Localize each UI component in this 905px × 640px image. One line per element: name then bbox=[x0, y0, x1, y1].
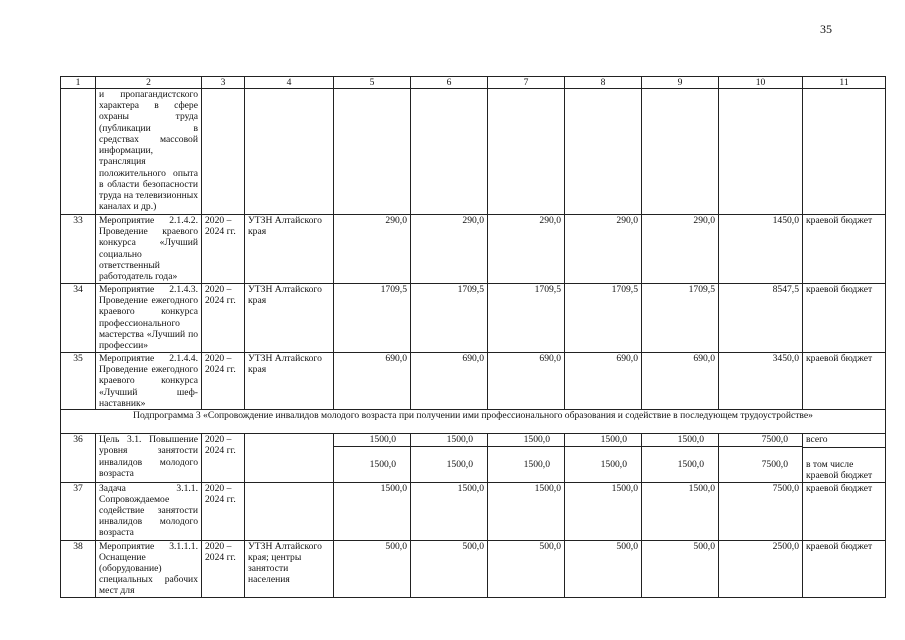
value-cell bbox=[565, 89, 642, 215]
column-number: 7 bbox=[488, 77, 565, 89]
value-cell: 1709,5 bbox=[642, 284, 719, 353]
total-value: 1500,0 bbox=[642, 434, 718, 447]
total-cell: 8547,5 bbox=[719, 284, 803, 353]
column-number: 4 bbox=[245, 77, 334, 89]
value-cell-split bbox=[565, 434, 642, 482]
executor: УТЗН Алтайского края bbox=[245, 284, 334, 353]
value-cell: 290,0 bbox=[334, 215, 411, 284]
total-cell-split bbox=[719, 434, 803, 482]
funding-source: краевой бюджет bbox=[803, 482, 886, 540]
table-row bbox=[61, 215, 886, 284]
period: 2020 – 2024 гг. bbox=[202, 284, 245, 353]
value-cell: 290,0 bbox=[411, 215, 488, 284]
value-cell: 690,0 bbox=[642, 353, 719, 410]
funding-source: краевой бюджет bbox=[803, 540, 886, 597]
row-number: 38 bbox=[61, 540, 96, 597]
row-number bbox=[61, 89, 96, 215]
value-cell: 1500,0 bbox=[488, 482, 565, 540]
table-row bbox=[61, 434, 886, 482]
executor bbox=[245, 89, 334, 215]
executor: УТЗН Алтайского края; центры занятости населения bbox=[245, 540, 334, 597]
budget-value: 7500,0 bbox=[761, 459, 788, 471]
value-cell: 1709,5 bbox=[411, 284, 488, 353]
table-row bbox=[61, 89, 886, 215]
column-number: 5 bbox=[334, 77, 411, 89]
page-number: 35 bbox=[820, 22, 832, 36]
budget-value: 1500,0 bbox=[446, 459, 473, 471]
value-cell-split bbox=[642, 434, 719, 482]
period: 2020 – 2024 гг. bbox=[202, 215, 245, 284]
value-cell: 500,0 bbox=[642, 540, 719, 597]
funding-source: краевой бюджет bbox=[803, 353, 886, 410]
table-row bbox=[61, 540, 886, 597]
goal-name: Цель 3.1. Повышение уровня занятости инвалидов молодого возраста bbox=[96, 434, 202, 482]
column-number: 11 bbox=[803, 77, 886, 89]
value-cell: 690,0 bbox=[334, 353, 411, 410]
value-cell: 500,0 bbox=[411, 540, 488, 597]
value-cell: 290,0 bbox=[565, 215, 642, 284]
executor bbox=[245, 482, 334, 540]
table-row bbox=[61, 482, 886, 540]
value-cell: 500,0 bbox=[565, 540, 642, 597]
value-cell: 1500,0 bbox=[565, 482, 642, 540]
row-number: 34 bbox=[61, 284, 96, 353]
executor: УТЗН Алтайского края bbox=[245, 353, 334, 410]
column-number: 9 bbox=[642, 77, 719, 89]
value-cell-split bbox=[411, 434, 488, 482]
table-row bbox=[61, 353, 886, 410]
activity-name: Мероприятие 3.1.1.1. Оснащение (оборудование) специальных рабочих мест для bbox=[96, 540, 202, 597]
column-number-row bbox=[61, 77, 886, 89]
total-value: 7500,0 bbox=[719, 434, 802, 447]
value-cell-split bbox=[334, 434, 411, 482]
total-value: 1500,0 bbox=[488, 434, 564, 447]
total-cell bbox=[719, 89, 803, 215]
activity-name: Мероприятие 2.1.4.3. Проведение ежегодного краевого конкурса профессионального мастерства «Лучший по профессии» bbox=[96, 284, 202, 353]
activity-name: Мероприятие 2.1.4.4. Проведение ежегодного краевого конкурса «Лучший шеф-наставник» bbox=[96, 353, 202, 410]
column-number: 3 bbox=[202, 77, 245, 89]
period: 2020 – 2024 гг. bbox=[202, 434, 245, 482]
subprogram-row bbox=[61, 410, 886, 434]
value-cell bbox=[642, 89, 719, 215]
value-cell-split bbox=[488, 434, 565, 482]
value-cell: 1709,5 bbox=[334, 284, 411, 353]
funding-source: краевой бюджет bbox=[803, 215, 886, 284]
period bbox=[202, 89, 245, 215]
column-number: 6 bbox=[411, 77, 488, 89]
value-cell: 1709,5 bbox=[565, 284, 642, 353]
total-cell: 1450,0 bbox=[719, 215, 803, 284]
subprogram-title: Подпрограмма 3 «Сопровождение инвалидов молодого возраста при получении ими профессионального образования и содействие в последующем трудоустройстве» bbox=[61, 410, 886, 434]
value-cell: 290,0 bbox=[488, 215, 565, 284]
executor: УТЗН Алтайского края bbox=[245, 215, 334, 284]
row-number: 36 bbox=[61, 434, 96, 482]
budget-value: 1500,0 bbox=[600, 459, 627, 471]
funding-source-split bbox=[803, 434, 886, 482]
row-number: 37 bbox=[61, 482, 96, 540]
source-budget: краевой бюджет bbox=[806, 470, 873, 482]
value-cell: 1709,5 bbox=[488, 284, 565, 353]
column-number: 8 bbox=[565, 77, 642, 89]
program-table bbox=[60, 76, 886, 598]
budget-value: 1500,0 bbox=[523, 459, 550, 471]
value-cell: 690,0 bbox=[411, 353, 488, 410]
total-cell: 2500,0 bbox=[719, 540, 803, 597]
source-total: всего bbox=[803, 434, 885, 448]
source-including: в том числе bbox=[806, 459, 854, 471]
period: 2020 – 2024 гг. bbox=[202, 353, 245, 410]
column-number: 1 bbox=[61, 77, 96, 89]
budget-value: 1500,0 bbox=[369, 459, 396, 471]
total-value: 1500,0 bbox=[334, 434, 410, 447]
value-cell: 500,0 bbox=[334, 540, 411, 597]
row-number: 33 bbox=[61, 215, 96, 284]
source-breakdown bbox=[803, 448, 885, 481]
budget-value: 1500,0 bbox=[677, 459, 704, 471]
activity-name: и пропагандистского характера в сфере охраны труда (публикации в средствах массовой информации, трансляция положительного опыта в области безопасности труда на телевизионных каналах и др.) bbox=[96, 89, 202, 215]
value-cell: 290,0 bbox=[642, 215, 719, 284]
value-cell: 1500,0 bbox=[642, 482, 719, 540]
funding-source bbox=[803, 89, 886, 215]
period: 2020 – 2024 гг. bbox=[202, 540, 245, 597]
table-row bbox=[61, 284, 886, 353]
activity-name: Мероприятие 2.1.4.2. Проведение краевого конкурса «Лучший социально ответственный работодатель года» bbox=[96, 215, 202, 284]
value-cell: 690,0 bbox=[565, 353, 642, 410]
column-number: 2 bbox=[96, 77, 202, 89]
value-cell: 690,0 bbox=[488, 353, 565, 410]
value-cell bbox=[334, 89, 411, 215]
total-value: 1500,0 bbox=[411, 434, 487, 447]
value-cell: 1500,0 bbox=[334, 482, 411, 540]
row-number: 35 bbox=[61, 353, 96, 410]
value-cell bbox=[411, 89, 488, 215]
value-cell: 1500,0 bbox=[411, 482, 488, 540]
column-number: 10 bbox=[719, 77, 803, 89]
funding-source: краевой бюджет bbox=[803, 284, 886, 353]
executor bbox=[245, 434, 334, 482]
period: 2020 – 2024 гг. bbox=[202, 482, 245, 540]
total-cell: 7500,0 bbox=[719, 482, 803, 540]
task-name: Задача 3.1.1. Сопровождаемое содействие занятости инвалидов молодого возраста bbox=[96, 482, 202, 540]
value-cell bbox=[488, 89, 565, 215]
total-value: 1500,0 bbox=[565, 434, 641, 447]
total-cell: 3450,0 bbox=[719, 353, 803, 410]
value-cell: 500,0 bbox=[488, 540, 565, 597]
